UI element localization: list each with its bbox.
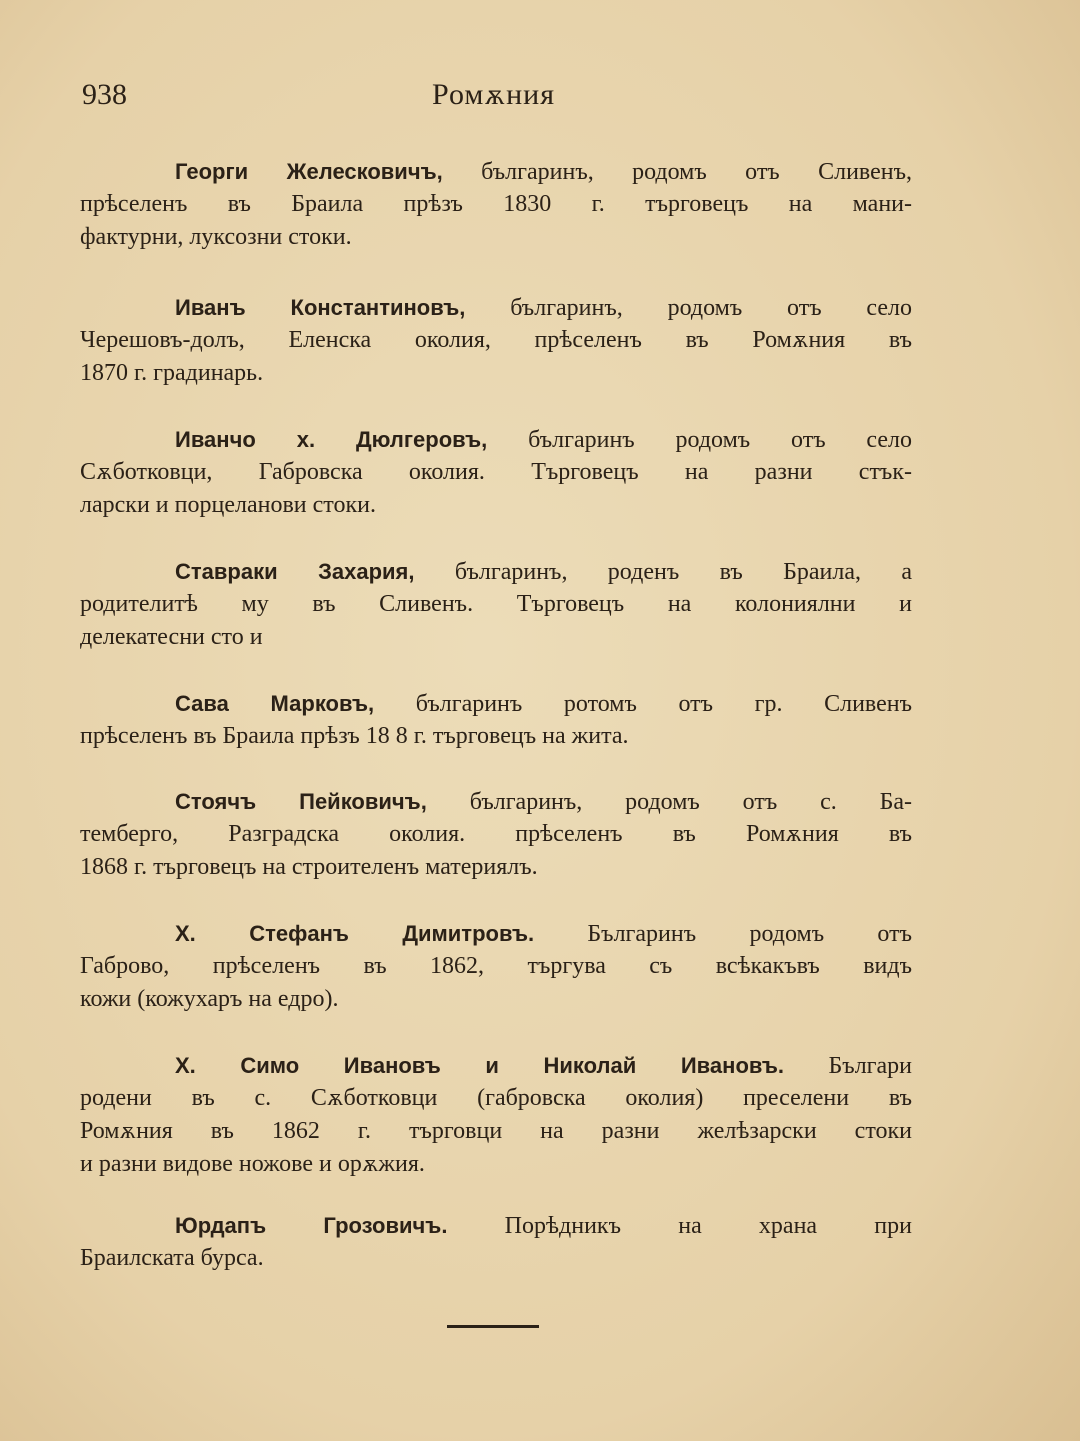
entry-line	[80, 324, 912, 357]
entry-line	[80, 1242, 912, 1275]
entry-text: родителитѣ му въ Сливенъ. Търговецъ на колониялни и	[80, 591, 912, 617]
entry	[80, 1209, 912, 1275]
entry	[80, 291, 912, 390]
entry-text: прѣселенъ въ Браила прѣзъ 1830 г. търговецъ на мани-	[80, 191, 912, 217]
entry-line	[80, 785, 912, 818]
entry-line	[80, 1148, 912, 1181]
entry-name: Ставраки Захария,	[175, 559, 415, 584]
entry	[80, 423, 912, 522]
entry-name: Стоячъ Пейковичъ,	[175, 789, 427, 814]
entry-text: българинъ, роденъ въ Браила, а	[454, 559, 912, 585]
entry-text: фактурни, луксозни стоки.	[80, 224, 352, 250]
entry-text: българинъ родомъ отъ село	[528, 427, 912, 453]
entry-text: българинъ, родомъ отъ село	[510, 295, 913, 321]
entry-text: кожи (кожухаръ на едро).	[80, 986, 339, 1012]
entry-line	[80, 917, 912, 950]
entry-name: Х. Стефанъ Димитровъ.	[175, 921, 535, 946]
entry-line	[80, 818, 912, 851]
end-rule-divider	[447, 1325, 539, 1328]
running-title: Ромѫния	[432, 78, 555, 111]
entry-line	[80, 423, 912, 456]
entry-text: темберго, Разградска околия. прѣселенъ въ Ромѫния въ	[80, 821, 912, 847]
entry	[80, 1049, 912, 1181]
page-number: 938	[82, 78, 127, 111]
entry-line	[80, 291, 912, 324]
entry-line	[80, 983, 912, 1016]
entry	[80, 917, 912, 1016]
entry-text: ларски и порцеланови стоки.	[80, 492, 376, 518]
entry-name: Георги Желесковичъ,	[175, 159, 443, 184]
entry	[80, 687, 912, 753]
entry	[80, 155, 912, 254]
entry-line	[80, 621, 912, 654]
entry-line	[80, 221, 912, 254]
entry-text: Браилската бурса.	[80, 1245, 264, 1271]
entry-line	[80, 687, 912, 720]
entry-text: Българи	[828, 1053, 913, 1079]
entry-text: Българинъ родомъ отъ	[587, 921, 912, 947]
entry-text: Сѫботковци, Габровска околия. Търговецъ на разни стък-	[80, 459, 912, 485]
entry-text: и разни видове ножове и орѫжия.	[80, 1151, 425, 1177]
entry-text: Черешовъ-долъ, Еленска околия, прѣселенъ въ Ромѫния въ	[80, 327, 912, 353]
entry-name: Х. Симо Ивановъ и Николай Ивановъ.	[175, 1053, 785, 1078]
entry-line	[80, 555, 912, 588]
entry-text: българинъ, родомъ отъ Сливенъ,	[481, 159, 913, 185]
entry-line	[80, 155, 912, 188]
entry-line	[80, 851, 912, 884]
entry-text: Порѣдникъ на храна при	[504, 1213, 912, 1239]
entry	[80, 785, 912, 884]
entry-name: Иванчо х. Дюлгеровъ,	[175, 427, 488, 452]
entry-text: българинъ ротомъ отъ гр. Сливенъ	[415, 691, 913, 717]
entry-line	[80, 456, 912, 489]
entry-text: Ромѫния въ 1862 г. търговци на разни желѣзарски стоки	[80, 1118, 912, 1144]
page-header	[82, 78, 912, 118]
entry-text: родени въ с. Сѫботковци (габровска околия) преселени въ	[80, 1085, 912, 1111]
entry-text: 1870 г. градинарь.	[80, 360, 264, 386]
entry-name: Иванъ Константиновъ,	[175, 295, 466, 320]
entry	[80, 555, 912, 654]
entry-line	[80, 1209, 912, 1242]
entry-line	[80, 1049, 912, 1082]
entry-line	[80, 489, 912, 522]
entry-line	[80, 357, 912, 390]
entry-line	[80, 1115, 912, 1148]
entry-line	[80, 1082, 912, 1115]
entry-line	[80, 588, 912, 621]
entry-text: българинъ, родомъ отъ с. Ба-	[469, 789, 913, 815]
entry-name: Юрдапъ Грозовичъ.	[175, 1213, 448, 1238]
entry-line	[80, 950, 912, 983]
entry-text: прѣселенъ въ Браила прѣзъ 18 8 г. търговецъ на жита.	[80, 723, 629, 749]
entry-name: Сава Марковъ,	[175, 691, 375, 716]
entry-line	[80, 720, 912, 753]
entry-text: 1868 г. търговецъ на строителенъ материялъ.	[80, 854, 538, 880]
entry-text: делекатесни сто и	[80, 624, 263, 650]
entry-text: Габрово, прѣселенъ въ 1862, търгува съ всѣкакъвъ видъ	[80, 953, 912, 979]
entry-line	[80, 188, 912, 221]
